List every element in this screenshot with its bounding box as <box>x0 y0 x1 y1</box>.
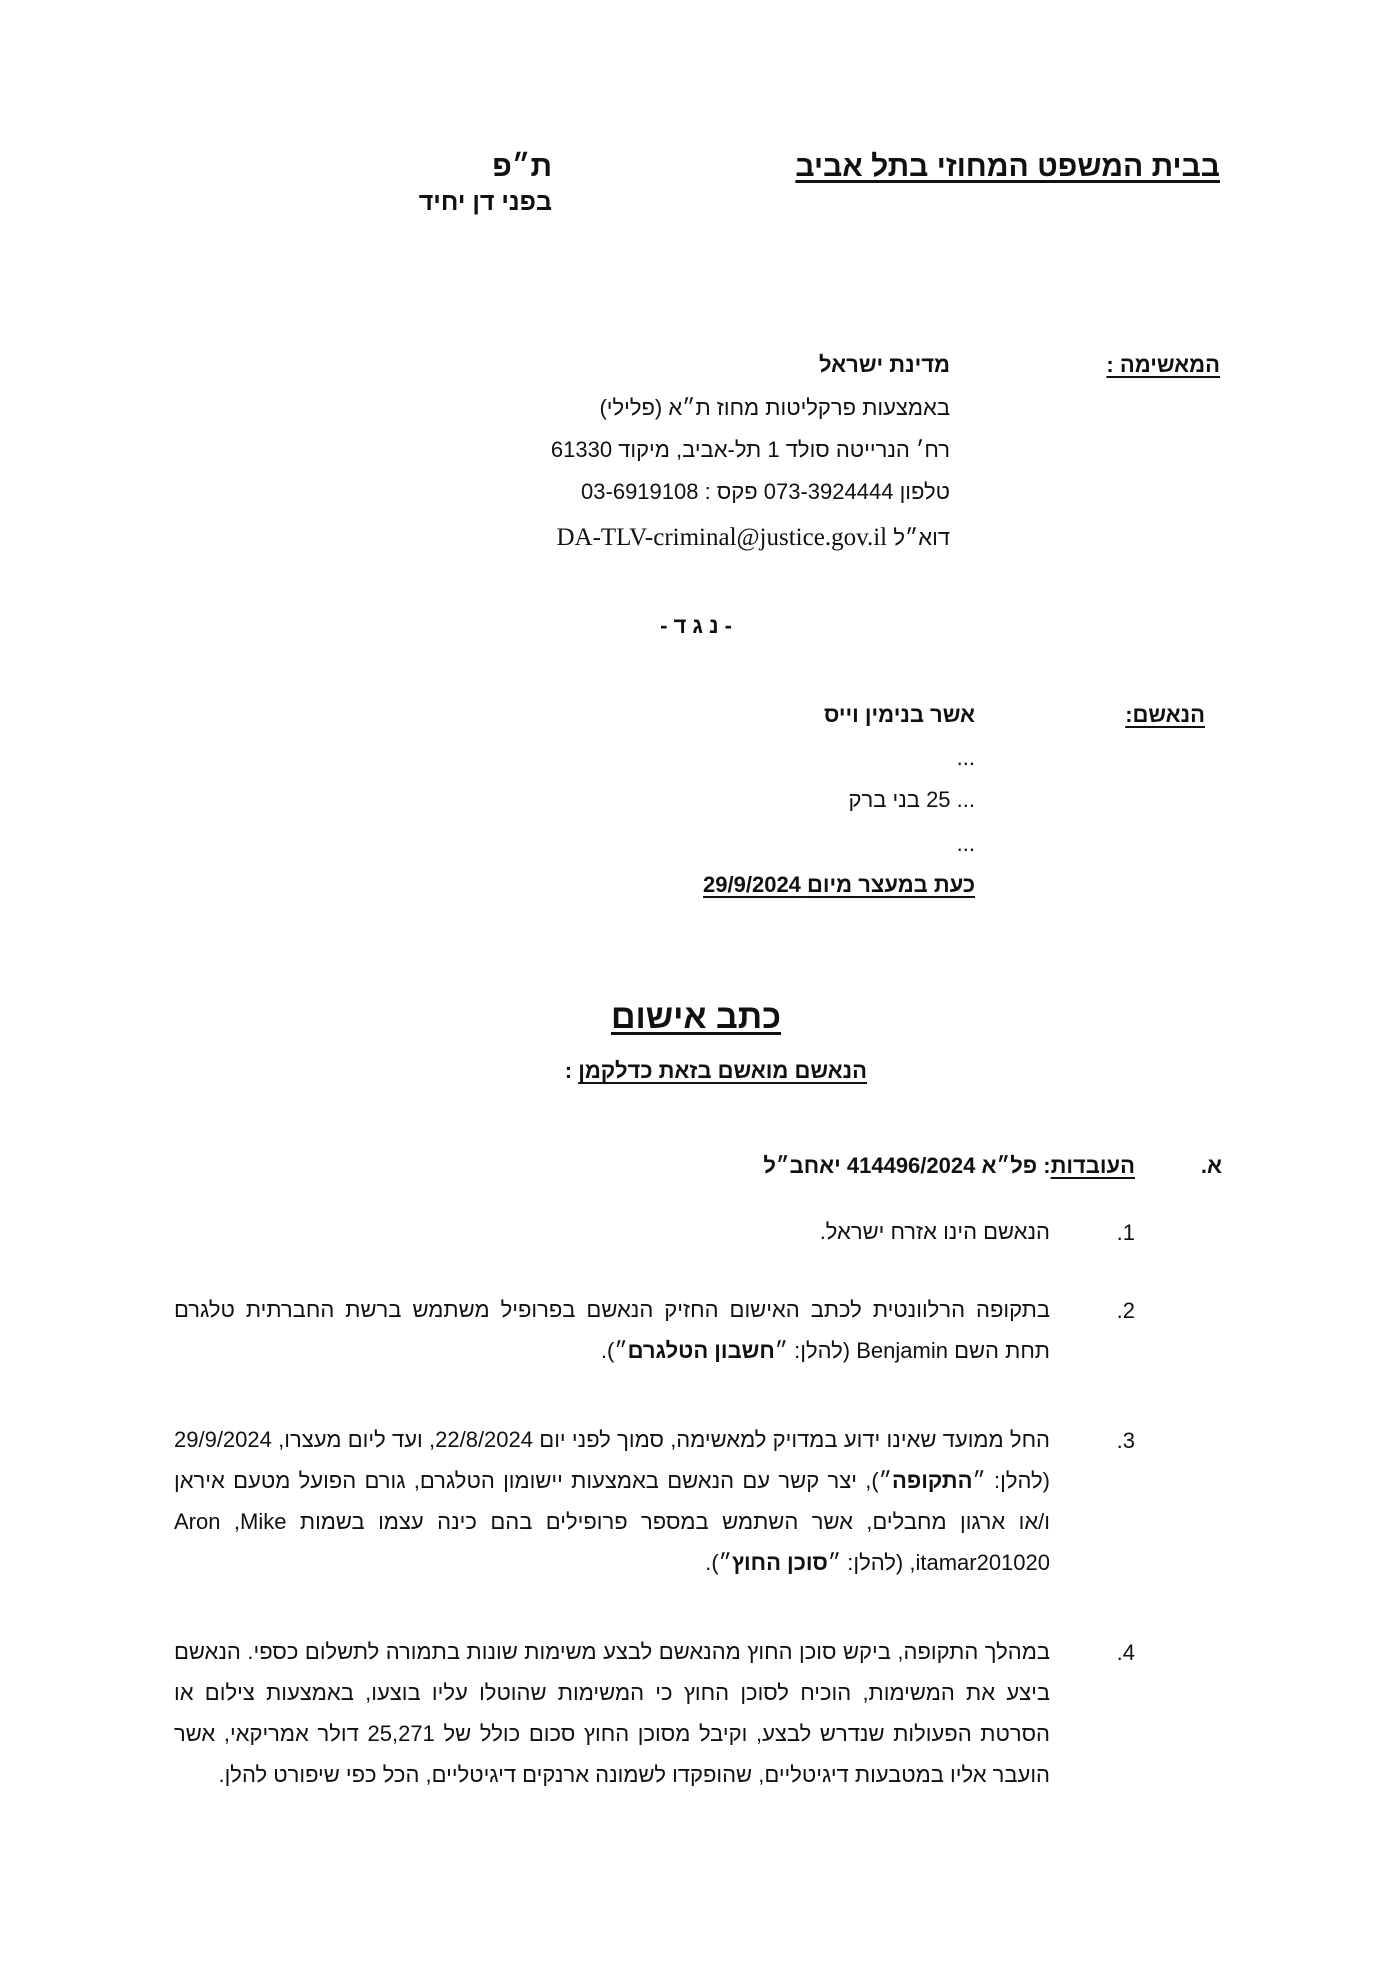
court-name: בבית המשפט המחוזי בתל אביב <box>795 150 1220 183</box>
paragraph-3 <box>174 1419 1050 1583</box>
paragraph-2-closing: ״). <box>600 1338 628 1363</box>
defendant-name: אשר בנימין וייס <box>823 702 975 727</box>
case-type: ת״פ <box>492 150 552 183</box>
defendant-detail-3: ... <box>956 831 975 856</box>
paragraph-2-defined-term: חשבון הטלגרם <box>627 1338 775 1363</box>
defendant-detail-1: ... <box>956 745 975 770</box>
defendant-label: הנאשם: <box>1125 702 1205 727</box>
email-address[interactable]: DA-TLV-criminal@justice.gov.il <box>556 524 888 551</box>
paragraph-number-2: 2. <box>1116 1298 1135 1323</box>
paragraph-2 <box>174 1289 1050 1371</box>
paragraph-4: במהלך התקופה, ביקש סוכן החוץ מהנאשם לבצע משימות שונות בתמורה לתשלום כספי. הנאשם ביצע את המשימות, הוכיח לסוכן החוץ כי המשימות שהוטלו עליו בוצעו, באמצעות צילום או הסרטת הפעולות שנדרש לבצע, וקיבל מסוכן החוץ סכום כולל של 25,271 דולר אמריקאי, אשר הועבר אליו במטבעות דיגיטליים, שהופקדו לשמונה ארנקים דיגיטליים, הכל כפי שיפורט להלן. <box>174 1639 1050 1787</box>
paragraph-3-text: החל ממועד שאינו ידוע במדויק למאשימה, סמוך לפני יום 22/8/2024, ועד ליום מעצרו, 29/9/2024 (להלן: ״ <box>174 1427 1050 1493</box>
prosecution-name: מדינת ישראל <box>819 352 950 377</box>
indictment-subtitle-colon: : <box>564 1058 579 1083</box>
prosecution-address: רח׳ הנרייטה סולד 1 תל-אביב, מיקוד 61330 <box>550 437 950 462</box>
section-letter: א. <box>1200 1153 1222 1178</box>
paragraph-3-closing: ״). <box>705 1550 732 1575</box>
defendant-address: ... 25 בני ברק <box>848 787 975 812</box>
indictment-subtitle-text: הנאשם מואשם בזאת כדלקמן <box>578 1058 867 1083</box>
email-label: דוא״ל <box>893 525 950 550</box>
facts-heading-label: העובדות <box>1050 1153 1135 1178</box>
paragraph-3-defined-term-2: סוכן החוץ <box>731 1550 828 1575</box>
prosecution-email-line <box>556 524 950 552</box>
versus-separator: - נ ג ד - <box>660 613 732 638</box>
paragraph-1: הנאשם הינו אזרח ישראל. <box>819 1219 1050 1244</box>
paragraph-number-3: 3. <box>1116 1428 1135 1453</box>
facts-heading <box>763 1153 1135 1179</box>
paragraph-2-text: בתקופה הרלוונטית לכתב האישום החזיק הנאשם בפרופיל משתמש ברשת החברתית טלגרם תחת השם Benjamin (להלן: ״ <box>174 1297 1050 1363</box>
paragraph-number-1: 1. <box>1116 1220 1135 1245</box>
prosecution-label: המאשימה : <box>1106 352 1220 377</box>
paragraph-3-middle: ״), יצר קשר עם הנאשם באמצעות יישומון הטלגרם, גורם הפועל מטעם איראן ו/או ארגון מחבלים, אשר השתמש במספר פרופילים בהם כינה עצמו בשמות Aron ,Mike ,itamar201020 (להלן: ״ <box>174 1468 1050 1575</box>
paragraph-3-defined-term: התקופה <box>891 1468 973 1493</box>
prosecution-phone: טלפון 073-3924444 פקס : 03-6919108 <box>581 479 950 504</box>
paragraph-number-4: 4. <box>1116 1640 1135 1665</box>
defendant-custody: כעת במעצר מיום 29/9/2024 <box>703 872 975 897</box>
judge-panel: בפני דן יחיד <box>418 188 552 216</box>
facts-case-reference: : פל״א 414496/2024 יאחב״ל <box>763 1153 1051 1178</box>
indictment-title: כתב אישום <box>611 998 781 1036</box>
indictment-subtitle <box>565 1058 867 1084</box>
prosecution-via: באמצעות פרקליטות מחוז ת״א (פלילי) <box>599 395 950 420</box>
